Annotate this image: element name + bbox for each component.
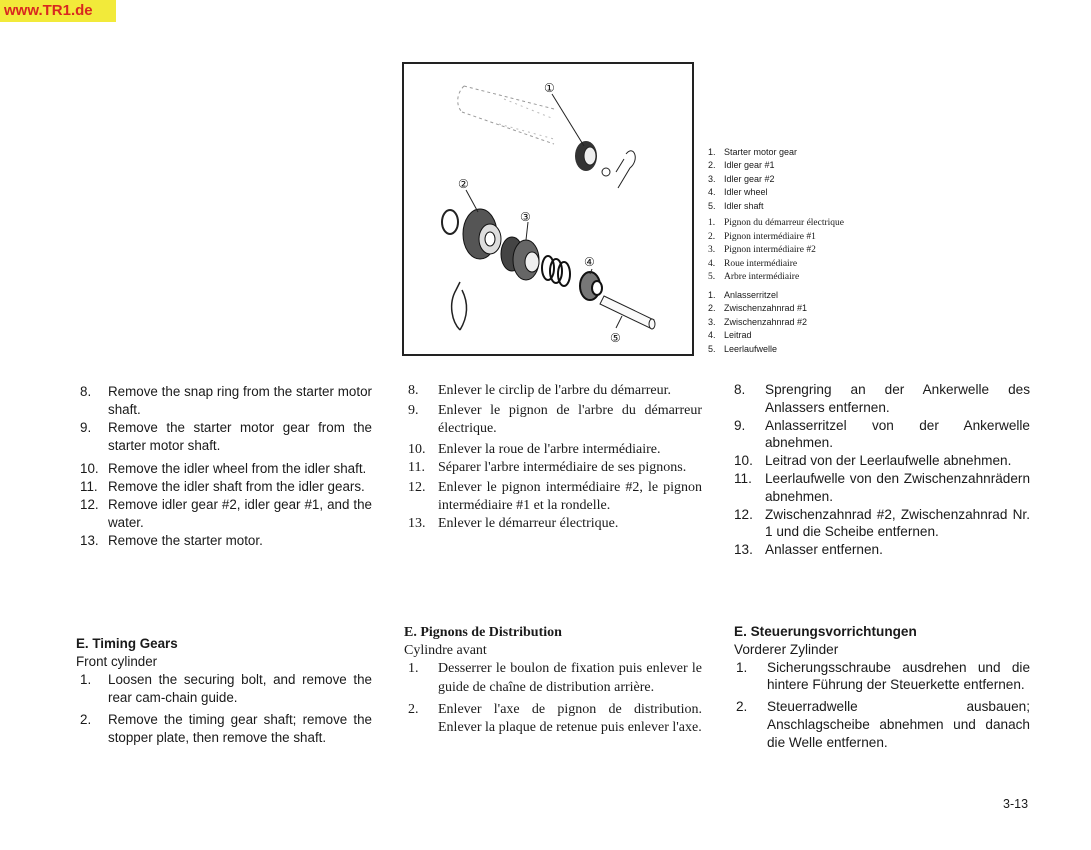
step-text: Enlever le circlip de l'arbre du démarreur. [438,383,672,398]
idler-gear-2-drawing [501,237,539,280]
legend-item [708,342,908,356]
starter-gear-illustration [404,64,692,354]
step-item [736,698,1030,751]
callout-4: ④ [584,255,595,269]
step-number: 11. [408,459,425,475]
step-text: Remove the idler wheel from the idler shaft. [108,461,367,476]
english-steps [80,383,372,550]
step-text: Enlever le pignon intermédiaire #2, le pignon intermédiaire #1 et la rondelle. [438,480,702,514]
section-subtitle: Vorderer Zylinder [734,641,839,657]
step-text: Leerlaufwelle von den Zwischenzahnrädern abnehmen. [765,470,1030,504]
step-item [408,515,702,533]
step-text: Leitrad von der Leerlaufwelle abnehmen. [765,453,1012,469]
step-text: Zwischenzahnrad #2, Zwischenzahnrad Nr. 1 und die Scheibe entfernen. [765,506,1030,540]
callout-5: ⑤ [610,331,621,345]
german-steps [734,381,1030,559]
step-item [80,532,372,550]
legend-german [708,288,908,356]
step-text: Enlever la roue de l'arbre intermédiaire. [438,441,661,457]
step-number: 8. [734,382,746,397]
section-subtitle: Cylindre avant [404,643,487,659]
step-item [80,671,372,707]
french-steps [408,382,702,534]
idler-shaft-drawing [600,296,655,329]
step-item [80,496,372,532]
legend-text: Pignon du démarreur électrique [724,218,845,229]
step-text: Séparer l'arbre intermédiaire de ses pignons. [438,459,687,475]
step-item [734,452,1030,470]
step-text: Remove the timing gear shaft; remove the stopper plate, then remove the shaft. [108,712,372,745]
legend-text: Pignon intermédiaire #1 [724,231,816,242]
step-number: 8. [408,383,419,398]
step-item [408,459,702,477]
step-number: 13. [408,516,426,532]
legend-item [708,302,908,316]
step-item [734,470,1030,506]
legend-english [708,145,908,213]
legend-text: Leerlaufwelle [724,343,778,354]
step-item [734,541,1030,559]
legend-item [708,230,908,244]
legend-num: 3. [708,316,716,327]
step-text: Enlever le démarreur électrique. [438,516,619,532]
step-text: Remove idler gear #2, idler gear #1, and the water. [108,497,372,530]
step-number: 11. [734,470,752,486]
step-number: 10. [80,461,99,476]
circlip-drawing [452,282,467,330]
step-text: Desserrer le boulon de fixation puis enlever le guide de chaîne de distribution arrière. [438,661,702,695]
legend-item [708,271,908,285]
figure-legend [708,145,908,360]
legend-text: Idler gear #1 [724,160,775,171]
step-item [80,419,372,455]
legend-text: Leitrad [724,330,752,341]
page-number: 3-13 [1003,797,1029,811]
step-number: 2. [408,701,419,717]
exploded-view-figure [402,62,694,356]
step-number: 13. [734,542,753,558]
step-text: Enlever le pignon de l'arbre du démarreur électrique. [438,403,702,437]
legend-text: Arbre intermédiaire [724,272,800,283]
step-item [408,701,702,737]
legend-item [708,288,908,302]
step-number: 2. [736,699,748,715]
legend-num: 4. [708,187,716,198]
step-text: Remove the snap ring from the starter motor shaft. [108,384,372,417]
step-number: 9. [408,403,419,419]
step-item [734,381,1030,417]
legend-num: 3. [708,173,716,184]
legend-text: Zwischenzahnrad #2 [724,316,808,327]
section-heading: E. Steuerungsvorrichtungen [734,624,917,639]
step-number: 1. [736,659,748,675]
step-text: Sprengring an der Ankerwelle des Anlassers entfernen. [765,382,1030,415]
step-item [408,382,702,400]
legend-text: Zwischenzahnrad #1 [724,303,808,314]
callout-2: ② [458,177,469,191]
legend-french [708,217,908,285]
step-item [408,479,702,515]
step-number: 10. [734,453,753,469]
starter-motor-shaft-drawing [458,86,554,144]
step-item [734,506,1030,542]
step-number: 12. [80,497,99,512]
section-heading: E. Timing Gears [76,636,178,651]
step-number: 12. [408,480,426,496]
washer-drawing [442,210,458,234]
step-text: Remove the starter motor gear from the starter motor shaft. [108,420,372,453]
step-text: Remove the idler shaft from the idler gears. [108,479,365,494]
legend-num: 2. [708,231,716,242]
step-text: Anlasserritzel von der Ankerwelle abnehmen. [765,417,1030,451]
step-text: Steuerradwelle ausbauen; Anschlagscheibe abnehmen und danach die Welle entfernen. [767,699,1030,750]
step-number: 11. [80,479,98,494]
english-section-e [76,635,372,747]
step-number: 13. [80,533,99,548]
step-item [734,417,1030,453]
step-text: Remove the starter motor. [108,533,263,548]
step-item [736,659,1030,695]
legend-num: 2. [708,303,716,314]
legend-item [708,199,908,213]
legend-num: 5. [708,343,716,354]
step-number: 9. [734,417,746,433]
step-number: 10. [408,441,426,457]
step-item [80,711,372,747]
step-number: 1. [80,672,92,687]
legend-text: Idler wheel [724,187,768,198]
step-number: 9. [80,420,92,435]
legend-text: Idler gear #2 [724,173,775,184]
legend-item [708,315,908,329]
legend-num: 3. [708,245,716,256]
step-item [80,460,372,478]
legend-text: Anlasserritzel [724,289,779,300]
legend-num: 2. [708,160,716,171]
legend-item [708,159,908,173]
callout-3: ③ [520,210,531,224]
legend-num: 1. [708,218,716,229]
step-number: 12. [734,506,753,522]
legend-num: 1. [708,146,716,157]
legend-text: Roue intermédiaire [724,258,798,269]
step-text: Enlever l'axe de pignon de distribution. Enlever la plaque de retenue puis enlever l'axe. [438,701,702,736]
starter-motor-gear-drawing [575,141,635,188]
legend-num: 4. [708,330,716,341]
step-number: 8. [80,384,92,399]
legend-item [708,172,908,186]
legend-item [708,329,908,343]
legend-num: 5. [708,200,716,211]
legend-item [708,145,908,159]
legend-text: Pignon intermédiaire #2 [724,245,816,256]
step-item [408,402,702,438]
step-item [408,441,702,459]
legend-item [708,186,908,200]
legend-item [708,217,908,231]
callout-1: ① [544,81,555,95]
legend-num: 1. [708,289,716,300]
step-text: Loosen the securing bolt, and remove the rear cam-chain guide. [108,672,372,705]
step-number: 1. [408,661,419,677]
section-subtitle: Front cylinder [76,654,158,669]
legend-num: 5. [708,272,716,283]
german-section-e [734,623,1030,752]
legend-num: 4. [708,258,716,269]
idler-gear-1-drawing [463,209,501,259]
legend-item [708,257,908,271]
legend-item [708,244,908,258]
legend-text: Starter motor gear [724,146,798,157]
step-text: Sicherungsschraube ausdrehen und die hintere Führung der Steuerkette entfernen. [767,659,1030,693]
step-item [80,478,372,496]
step-text: Anlasser entfernen. [765,542,883,558]
step-item [408,660,702,696]
french-section-e [404,624,702,737]
section-heading: E. Pignons de Distribution [404,625,562,640]
step-item [80,383,372,419]
step-number: 2. [80,712,92,727]
legend-text: Idler shaft [724,200,764,211]
watermark-logo: www.TR1.de [0,0,116,22]
